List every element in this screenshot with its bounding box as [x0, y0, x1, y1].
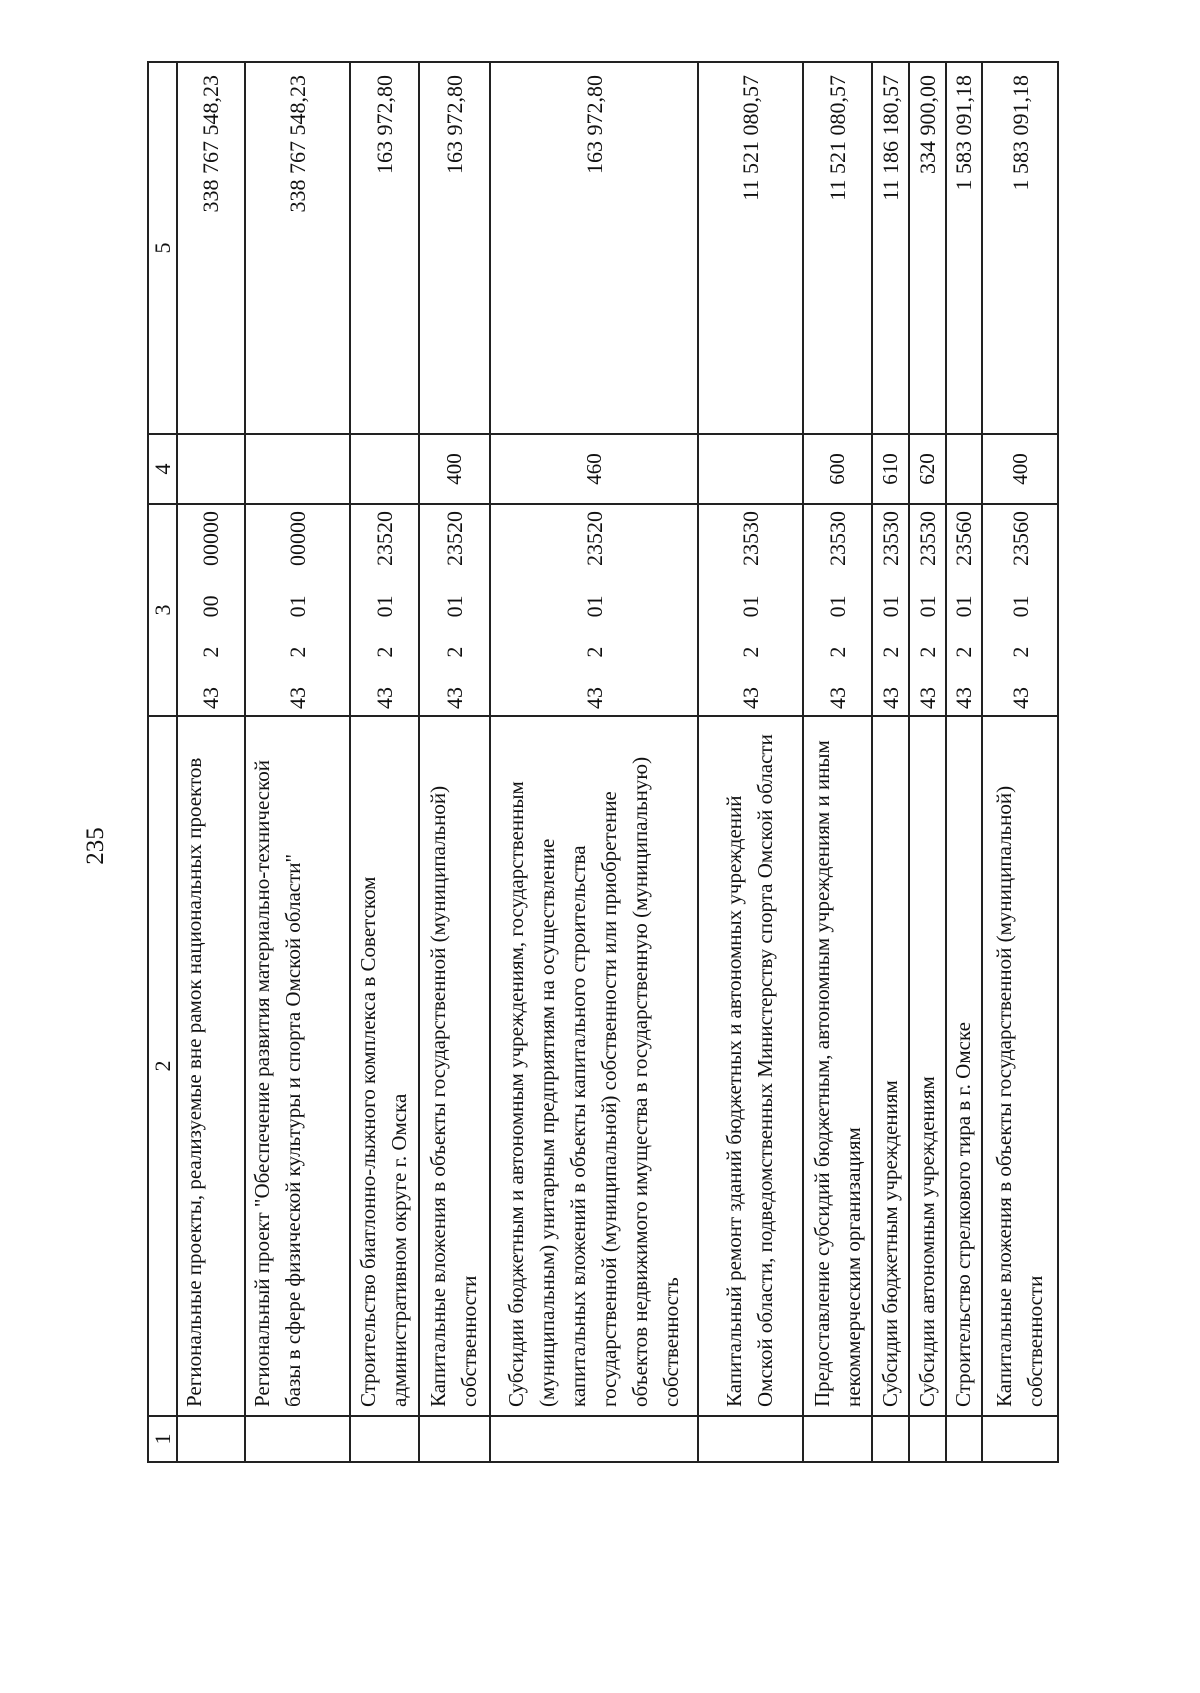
- row-number: [909, 1416, 946, 1462]
- row-expense-type: [946, 434, 983, 504]
- code-part: 2: [441, 646, 467, 658]
- code-part: 01: [1007, 595, 1033, 618]
- row-code: [419, 504, 490, 716]
- row-expense-type: [245, 434, 350, 504]
- row-sum: 163 972,80: [490, 62, 698, 434]
- code-part: 01: [878, 595, 904, 618]
- budget-table: [147, 61, 1059, 1463]
- row-expense-type: 400: [982, 434, 1058, 504]
- code-part: 01: [951, 595, 977, 618]
- code-part: 00000: [284, 511, 310, 567]
- page-number: 235: [82, 827, 109, 865]
- row-expense-type: 620: [909, 434, 946, 504]
- code-part: 43: [441, 687, 467, 709]
- row-name: Капитальный ремонт зданий бюджетных и автономных учреждений Омской области, подведомственных Министерству спорта Омской области: [698, 716, 803, 1416]
- table-row: [872, 62, 909, 1462]
- row-sum: 338 767 548,23: [245, 62, 350, 434]
- code-part: 00: [198, 595, 224, 618]
- row-code: [946, 504, 983, 716]
- row-name: Субсидии бюджетным учреждениям: [872, 716, 909, 1416]
- row-expense-type: [177, 434, 244, 504]
- row-sum: 163 972,80: [350, 62, 419, 434]
- row-number: [698, 1416, 803, 1462]
- code-part: 2: [951, 646, 977, 658]
- row-number: [872, 1416, 909, 1462]
- row-code: [245, 504, 350, 716]
- code-part: 2: [198, 646, 224, 658]
- row-sum: 163 972,80: [419, 62, 490, 434]
- code-part: 2: [825, 646, 851, 658]
- row-code: [350, 504, 419, 716]
- row-number: [803, 1416, 872, 1462]
- header-col-1: 1: [148, 1416, 177, 1462]
- code-part: 01: [825, 595, 851, 618]
- code-part: 01: [441, 595, 467, 618]
- row-number: [946, 1416, 983, 1462]
- code-part: 43: [914, 687, 940, 709]
- row-sum: 338 767 548,23: [177, 62, 244, 434]
- code-part: 01: [914, 595, 940, 618]
- code-part: 23530: [825, 511, 851, 567]
- code-part: 00000: [198, 511, 224, 567]
- table-row: [982, 62, 1058, 1462]
- code-part: 43: [1007, 687, 1033, 709]
- code-part: 43: [581, 687, 607, 709]
- row-expense-type: [698, 434, 803, 504]
- row-code: [872, 504, 909, 716]
- row-name: Субсидии автономным учреждениям: [909, 716, 946, 1416]
- table-row: [946, 62, 983, 1462]
- code-part: 2: [1007, 646, 1033, 658]
- code-part: 23560: [951, 511, 977, 567]
- row-code: [803, 504, 872, 716]
- table-row: [490, 62, 698, 1462]
- table-row: [177, 62, 244, 1462]
- table-row: [350, 62, 419, 1462]
- table-row: [698, 62, 803, 1462]
- code-part: 2: [284, 646, 310, 658]
- code-part: 43: [951, 687, 977, 709]
- code-part: 43: [825, 687, 851, 709]
- code-part: 23520: [371, 511, 397, 567]
- header-col-5: 5: [148, 62, 177, 434]
- row-code: [490, 504, 698, 716]
- row-code: [982, 504, 1058, 716]
- row-expense-type: 400: [419, 434, 490, 504]
- row-number: [419, 1416, 490, 1462]
- header-col-2: 2: [148, 716, 177, 1416]
- header-col-3: 3: [148, 504, 177, 716]
- row-sum: 11 521 080,57: [698, 62, 803, 434]
- row-number: [350, 1416, 419, 1462]
- code-part: 01: [284, 595, 310, 618]
- table-row: [803, 62, 872, 1462]
- row-name: Капитальные вложения в объекты государственной (муниципальной) собственности: [982, 716, 1058, 1416]
- code-part: 23530: [878, 511, 904, 567]
- row-name: Предоставление субсидий бюджетным, автономным учреждениям и иным некоммерческим организациям: [803, 716, 872, 1416]
- table-row: [245, 62, 350, 1462]
- code-part: 01: [371, 595, 397, 618]
- row-expense-type: 600: [803, 434, 872, 504]
- row-code: [909, 504, 946, 716]
- table-container: [147, 63, 1059, 1463]
- row-sum: 1 583 091,18: [946, 62, 983, 434]
- row-name: Капитальные вложения в объекты государственной (муниципальной) собственности: [419, 716, 490, 1416]
- code-part: 23530: [737, 511, 763, 567]
- code-part: 2: [737, 646, 763, 658]
- code-part: 43: [737, 687, 763, 709]
- code-part: 43: [878, 687, 904, 709]
- table-header-row: [148, 62, 177, 1462]
- table-row: [419, 62, 490, 1462]
- row-number: [982, 1416, 1058, 1462]
- row-name: Субсидии бюджетным и автономным учреждениям, государственным (муниципальным) унитарным предприятиям на осуществление капитальных вложений в объекты капитального строительства государственной (муниципальной) собственности или приобретение объектов недвижимого имущества в государственную (муниципальную) собственность: [490, 716, 698, 1416]
- code-part: 43: [371, 687, 397, 709]
- row-name: Строительство биатлонно-лыжного комплекса в Советском административном округе г. Омска: [350, 716, 419, 1416]
- code-part: 23530: [914, 511, 940, 567]
- code-part: 43: [198, 687, 224, 709]
- row-code: [177, 504, 244, 716]
- row-sum: 1 583 091,18: [982, 62, 1058, 434]
- row-expense-type: 460: [490, 434, 698, 504]
- row-number: [245, 1416, 350, 1462]
- row-expense-type: 610: [872, 434, 909, 504]
- row-number: [177, 1416, 244, 1462]
- table-row: [909, 62, 946, 1462]
- code-part: 2: [914, 646, 940, 658]
- row-code: [698, 504, 803, 716]
- code-part: 23520: [581, 511, 607, 567]
- header-col-4: 4: [148, 434, 177, 504]
- row-sum: 334 900,00: [909, 62, 946, 434]
- code-part: 2: [581, 646, 607, 658]
- code-part: 23520: [441, 511, 467, 567]
- row-sum: 11 186 180,57: [872, 62, 909, 434]
- code-part: 2: [371, 646, 397, 658]
- code-part: 01: [581, 595, 607, 618]
- row-name: Строительство стрелкового тира в г. Омске: [946, 716, 983, 1416]
- code-part: 2: [878, 646, 904, 658]
- row-sum: 11 521 080,57: [803, 62, 872, 434]
- code-part: 01: [737, 595, 763, 618]
- code-part: 23560: [1007, 511, 1033, 567]
- row-name: Региональный проект "Обеспечение развития материально-технической базы в сфере физической культуры и спорта Омской области": [245, 716, 350, 1416]
- row-number: [490, 1416, 698, 1462]
- row-name: Региональные проекты, реализуемые вне рамок национальных проектов: [177, 716, 244, 1416]
- code-part: 43: [284, 687, 310, 709]
- row-expense-type: [350, 434, 419, 504]
